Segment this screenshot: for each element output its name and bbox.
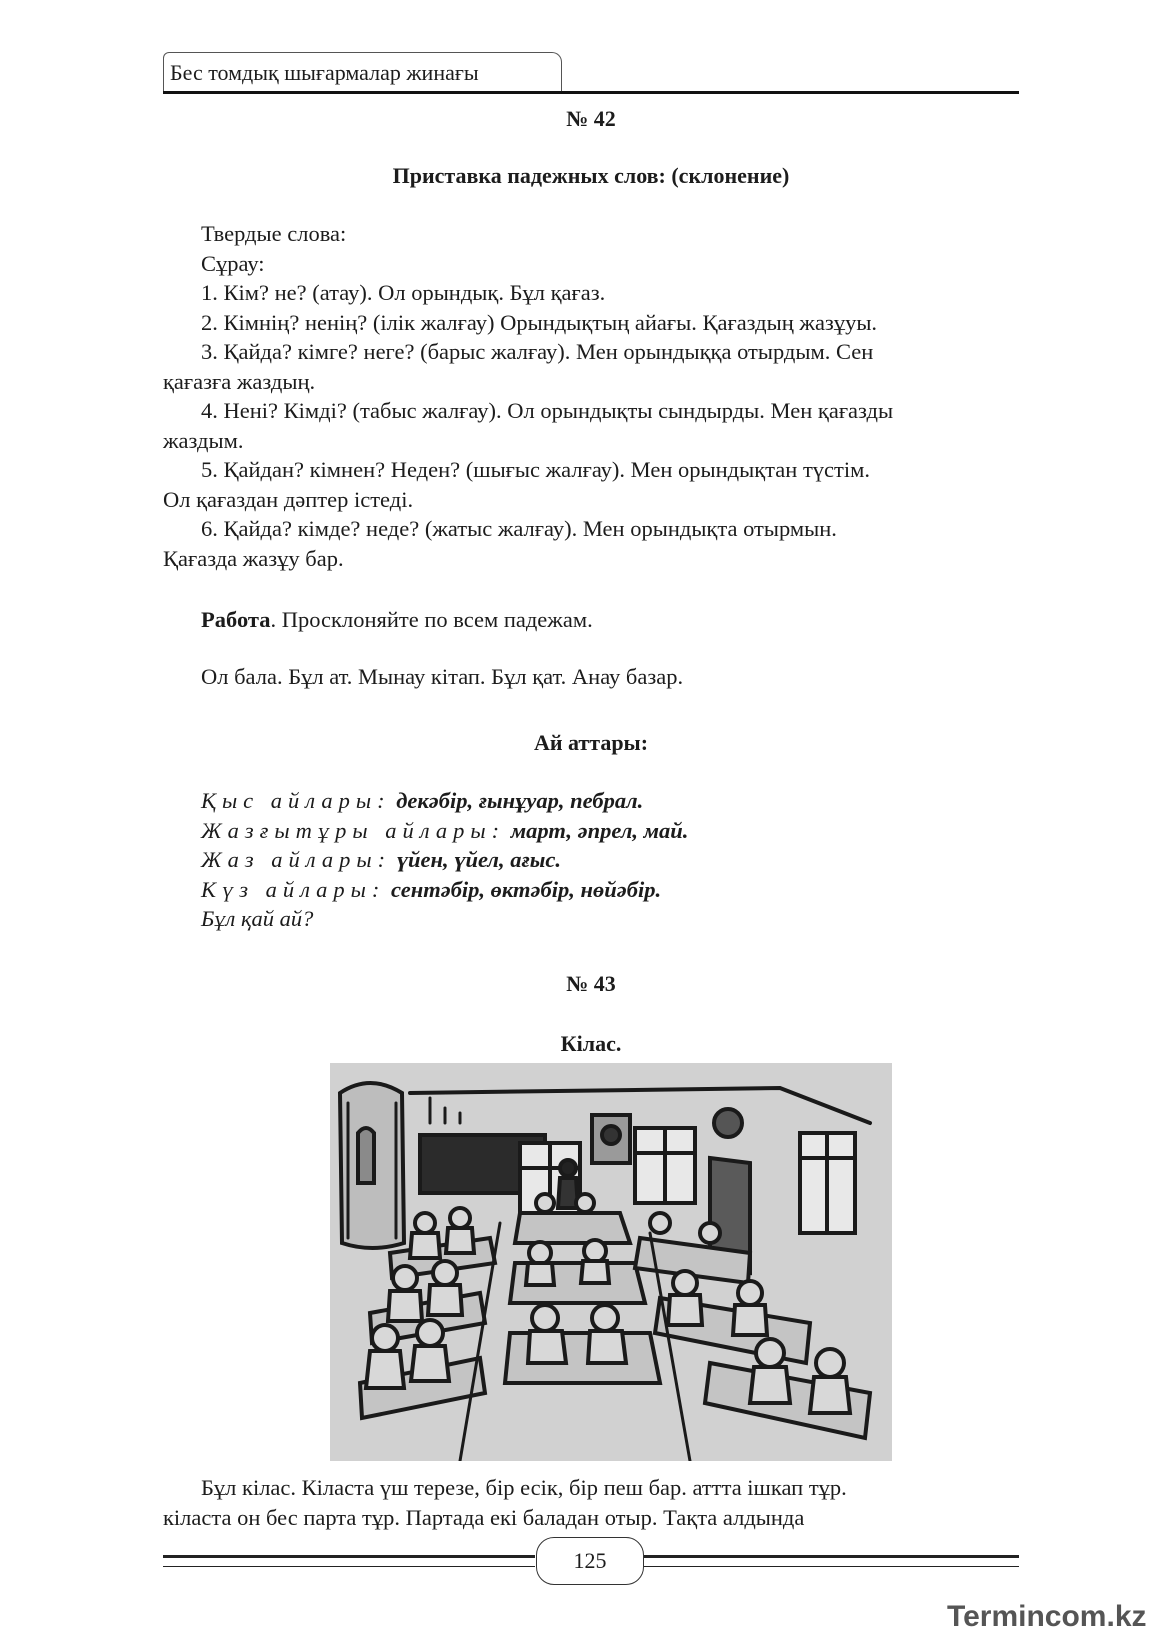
exercise-text: Ол бала. Бұл ат. Мынау кітап. Бұл қат. Анау базар. [201,664,684,689]
classroom-illustration [330,1063,892,1461]
months-heading: Ай аттары: [533,730,649,755]
site-watermark-logo: Termincom.kz [947,1600,1147,1633]
month-row-winter: Қыс айлары: декәбір, ғынұуар, пебрал. [201,788,644,813]
body-line-7: 4. Нені? Кімді? (табыс жалғау). Ол орындықты сындырды. Мен қағазды [201,398,894,423]
body-line-10: Ол қағаздан дәптер істеді. [163,486,414,512]
task-label: Работа [201,607,271,632]
body-line-8: жаздым. [163,427,244,453]
body-line-6: қағазға жаздың. [163,368,316,394]
month-row-autumn: Күз айлары: сентәбір, өктәбір, нөйәбір. [201,876,662,902]
month-row-spring: Жазғытұры айлары: март, әпрел, май. [201,817,689,843]
body-line-5: 3. Қайда? кімге? неге? (барыс жалғау). Мен орындыққа отырдым. Сен [201,339,874,364]
section-42-body [163,219,1019,573]
body-line-9: 5. Қайдан? кімнен? Неден? (шығыс жалғау). Мен орындықтан түстім. [201,457,870,482]
task-line [163,605,1019,635]
section-43-title: Кілас. [560,1031,622,1056]
header-rule [163,91,1019,94]
body-line-3: 1. Кім? не? (атау). Ол орындық. Бұл қағаз. [201,280,606,305]
section-43-line-2: кіласта он бес парта тұр. Партада екі баладан отыр. Тақта алдында [163,1504,805,1530]
body-line-11: 6. Қайда? кімде? неде? (жатыс жалғау). Мен орындықта отырмын. [201,516,837,541]
classroom-drawing [330,1063,892,1461]
section-43-body [163,1473,1019,1532]
months-list [201,786,981,934]
footer-rule-right [643,1555,1019,1567]
body-line-4: 2. Кімнің? ненің? (ілік жалғау) Орындықтың айағы. Қағаздың жазұуы. [201,309,878,335]
running-header-title: Бес томдық шығармалар жинағы [170,60,479,85]
body-line-2: Сұрау: [201,250,265,276]
section-43-line-1: Бұл кілас. Кіласта үш терезе, бір есік, бір пеш бар. аттта ішкап тұр. [201,1475,847,1500]
page-number: 125 [536,1537,644,1585]
body-line-1: Твердые слова: [201,221,347,246]
body-line-12: Қағазда жазұу бар. [163,545,344,571]
exercise-line [163,662,1019,692]
months-question: Бұл қай ай? [201,906,314,931]
section-43-number: № 43 [566,971,616,996]
task-text: . Просклоняйте по всем падежам. [270,607,593,632]
section-42-number: № 42 [566,106,616,131]
month-row-summer: Жаз айлары: үйен, үйел, ағыс. [201,847,561,872]
footer-rule-left [163,1555,535,1567]
section-42-title: Приставка падежных слов: (склонение) [392,163,790,188]
